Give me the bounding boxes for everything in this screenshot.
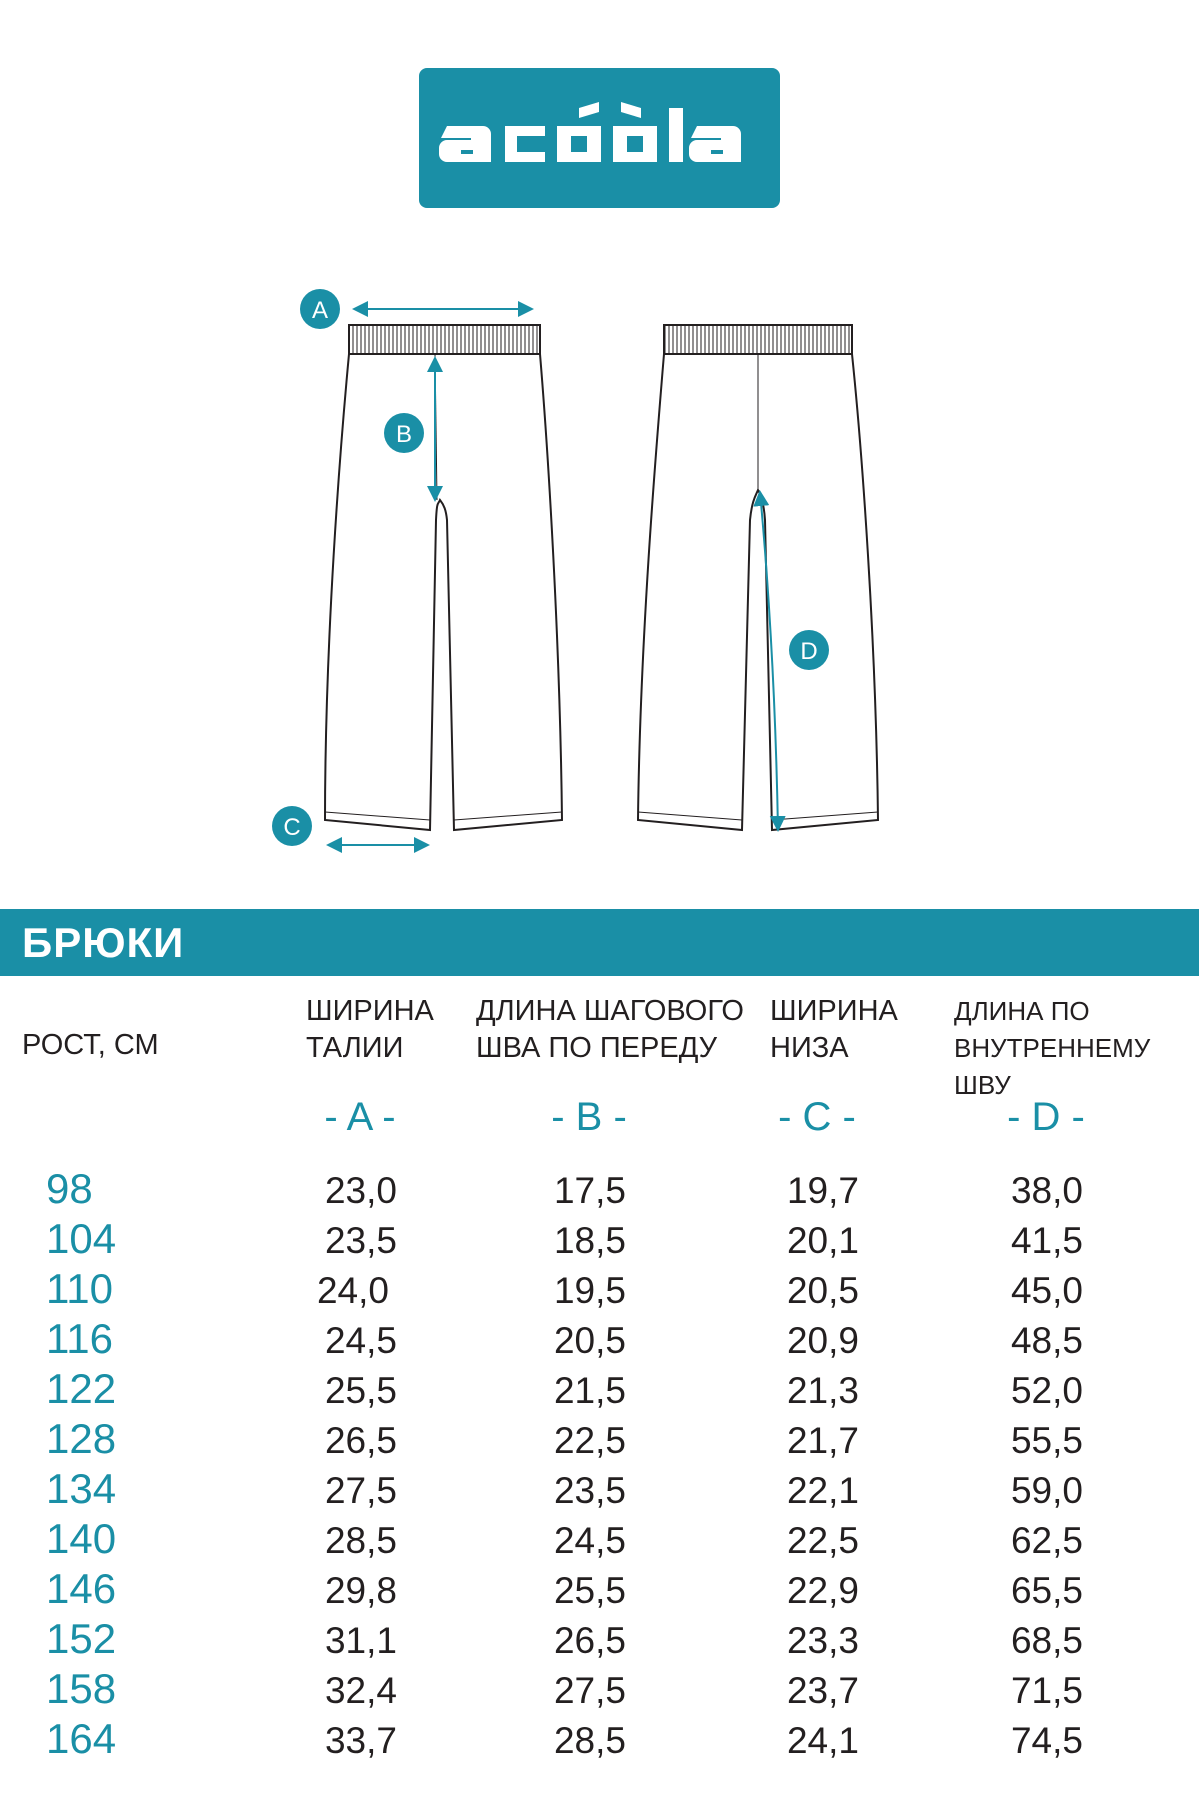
cell-a: 23,5 <box>324 1220 397 1261</box>
cell-b: 18,5 <box>553 1220 626 1261</box>
cell-a: 23,0 <box>324 1170 397 1211</box>
cell-d: 41,5 <box>1010 1220 1083 1261</box>
cell-a: 33,7 <box>324 1720 397 1761</box>
garment-diagram <box>0 270 1199 870</box>
cell-c: 23,3 <box>786 1620 859 1661</box>
brand-logo <box>419 68 780 208</box>
column-header-a: ШИРИНА ТАЛИИ <box>306 995 434 1064</box>
marker-a <box>300 289 340 329</box>
cell-d: 74,5 <box>1010 1720 1083 1761</box>
cell-c: 20,5 <box>786 1270 859 1311</box>
cell-b: 27,5 <box>553 1670 626 1711</box>
svg-text:A: A <box>311 297 329 324</box>
column-header-d: ДЛИНА ПО ВНУТРЕННЕМУ ШВУ <box>954 996 1151 1100</box>
cell-b: 20,5 <box>553 1320 626 1361</box>
height-value: 110 <box>46 1265 113 1312</box>
cell-b: 17,5 <box>553 1170 626 1211</box>
column-header-c: ШИРИНА НИЗА <box>770 995 898 1064</box>
cell-d: 45,0 <box>1010 1270 1083 1311</box>
cell-b: 25,5 <box>553 1570 626 1611</box>
cell-a: 32,4 <box>324 1670 397 1711</box>
cell-d: 48,5 <box>1010 1320 1083 1361</box>
marker-d <box>789 630 829 670</box>
cell-c: 21,3 <box>786 1370 859 1411</box>
column-letter-d: - D - <box>1007 1095 1085 1139</box>
svg-text:C: C <box>283 814 301 841</box>
section-title: БРЮКИ <box>22 919 185 966</box>
svg-text:D: D <box>800 638 818 665</box>
cell-d: 59,0 <box>1010 1470 1083 1511</box>
cell-d: 52,0 <box>1010 1370 1083 1411</box>
cell-c: 20,9 <box>786 1320 859 1361</box>
height-value: 104 <box>46 1215 117 1262</box>
cell-a: 31,1 <box>324 1620 397 1661</box>
pants-front <box>325 325 562 830</box>
logo-wordmark <box>419 68 780 208</box>
height-value: 122 <box>46 1365 117 1412</box>
cell-c: 20,1 <box>786 1220 859 1261</box>
cell-d: 38,0 <box>1010 1170 1083 1211</box>
height-value: 116 <box>46 1315 113 1362</box>
cell-d: 65,5 <box>1010 1570 1083 1611</box>
height-value: 152 <box>46 1615 117 1662</box>
cell-c: 22,9 <box>786 1570 859 1611</box>
cell-a: 29,8 <box>324 1570 397 1611</box>
cell-c: 19,7 <box>786 1170 859 1211</box>
marker-c <box>272 806 312 846</box>
height-value: 140 <box>46 1515 117 1562</box>
height-value: 164 <box>46 1715 117 1762</box>
cell-a: 28,5 <box>324 1520 397 1561</box>
column-letter-b: - B - <box>551 1095 627 1139</box>
cell-a: 27,5 <box>324 1470 397 1511</box>
height-value: 98 <box>46 1165 93 1212</box>
cell-d: 55,5 <box>1010 1420 1083 1461</box>
cell-b: 21,5 <box>553 1370 626 1411</box>
height-value: 134 <box>46 1465 117 1512</box>
height-value: 158 <box>46 1665 117 1712</box>
cell-c: 23,7 <box>786 1670 859 1711</box>
pants-back <box>638 325 878 830</box>
cell-b: 28,5 <box>553 1720 626 1761</box>
cell-c: 24,1 <box>786 1720 859 1761</box>
cell-c: 22,1 <box>786 1470 859 1511</box>
cell-a: 24,5 <box>324 1320 397 1361</box>
column-letter-c: - C - <box>778 1095 856 1139</box>
cell-b: 23,5 <box>553 1470 626 1511</box>
cell-d: 68,5 <box>1010 1620 1083 1661</box>
cell-b: 26,5 <box>553 1620 626 1661</box>
cell-b: 19,5 <box>553 1270 626 1311</box>
column-header-b: ДЛИНА ШАГОВОГО ШВА ПО ПЕРЕДУ <box>476 995 744 1064</box>
cell-a: 24,0 <box>316 1270 389 1311</box>
cell-c: 21,7 <box>786 1420 859 1461</box>
cell-a: 26,5 <box>324 1420 397 1461</box>
cell-b: 24,5 <box>553 1520 626 1561</box>
column-letter-a: - A - <box>324 1095 396 1139</box>
cell-d: 71,5 <box>1010 1670 1083 1711</box>
cell-d: 62,5 <box>1010 1520 1083 1561</box>
cell-c: 22,5 <box>786 1520 859 1561</box>
height-column-header: РОСТ, СМ <box>22 1029 159 1061</box>
height-value: 146 <box>46 1565 117 1612</box>
cell-b: 22,5 <box>553 1420 626 1461</box>
height-value: 128 <box>46 1415 117 1462</box>
marker-b <box>384 413 424 453</box>
section-banner <box>0 909 1199 976</box>
svg-text:B: B <box>395 421 413 448</box>
cell-a: 25,5 <box>324 1370 397 1411</box>
